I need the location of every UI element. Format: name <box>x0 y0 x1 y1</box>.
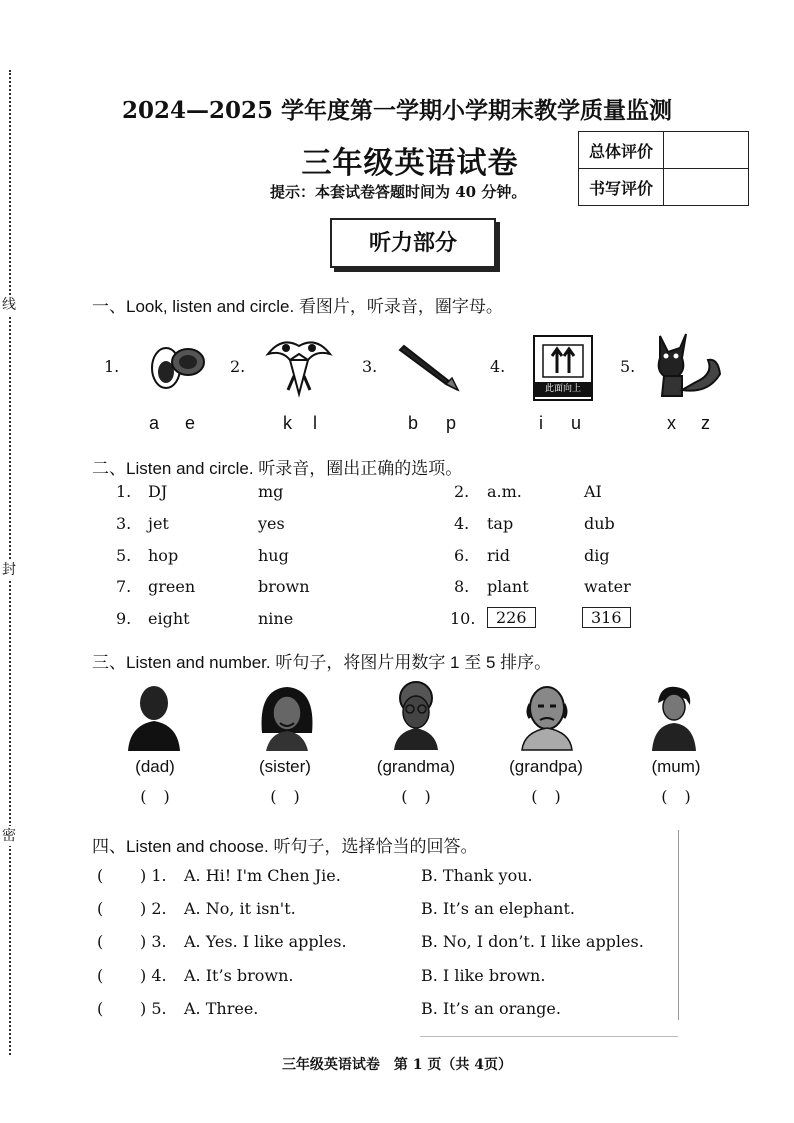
q2-option[interactable]: hop <box>148 546 179 565</box>
q2-option[interactable]: green <box>148 577 196 596</box>
q2-option[interactable]: jet <box>148 514 169 533</box>
q1-option-k[interactable]: k <box>283 413 292 433</box>
q1-num-2: 2. <box>230 357 246 376</box>
q2-num: 1. <box>116 482 132 501</box>
q1-option-x[interactable]: x <box>667 413 676 433</box>
q2-option[interactable]: hug <box>258 546 289 565</box>
exam-subtitle: 三年级英语试卷 <box>301 146 519 181</box>
q1-num-1: 1. <box>104 357 120 376</box>
up-arrows-sign-icon <box>533 335 593 401</box>
q2-option-boxed[interactable]: 226 <box>487 607 536 628</box>
page-footer: 三年级英语试卷 第 1 页（共 4页） <box>281 1057 513 1073</box>
answer-blank-open[interactable]: ( <box>97 999 104 1018</box>
q2-option[interactable]: tap <box>487 514 514 533</box>
person-label-grandma: (grandma) <box>376 757 456 776</box>
q1-num-5: 5. <box>620 357 636 376</box>
q2-option[interactable]: mg <box>258 482 284 501</box>
q2-option[interactable]: dig <box>584 546 610 565</box>
q2-option[interactable]: dub <box>584 514 615 533</box>
order-blank[interactable]: ( ) <box>401 787 431 806</box>
mum-portrait-icon <box>646 683 702 755</box>
q4-option-a[interactable]: A. No, it isn't. <box>184 899 296 918</box>
section-banner: 听力部分 <box>330 218 496 268</box>
exam-title: 2024—2025 学年度第一学期小学期末教学质量监测 <box>121 97 673 124</box>
q1-option-z[interactable]: z <box>701 413 710 433</box>
q1-options-3 <box>408 413 468 434</box>
q2-num: 2. <box>454 482 470 501</box>
q4-option-a[interactable]: A. It’s brown. <box>184 966 294 985</box>
time-hint: 提示：本套试卷答题时间为 40 分钟。 <box>270 183 527 201</box>
q4-option-a[interactable]: A. Yes. I like apples. <box>184 932 347 951</box>
writing-eval-label: 书写评价 <box>579 169 664 206</box>
fox-icon <box>652 330 724 404</box>
answer-blank-open[interactable]: ( <box>97 899 104 918</box>
q2-num: 9. <box>116 609 132 628</box>
sister-portrait-icon <box>256 683 318 755</box>
q2-num: 7. <box>116 577 132 596</box>
answer-blank-open[interactable]: ( <box>97 866 104 885</box>
order-blank[interactable]: ( ) <box>661 787 691 806</box>
person-label-grandpa: (grandpa) <box>509 757 583 776</box>
q4-option-b[interactable]: B. It’s an orange. <box>421 999 561 1018</box>
q1-num-4: 4. <box>490 357 506 376</box>
q2-num: 6. <box>454 546 470 565</box>
q1-option-u[interactable]: u <box>571 413 582 433</box>
q2-option[interactable]: rid <box>487 546 511 565</box>
q4-option-b[interactable]: B. I like brown. <box>421 966 546 985</box>
q3-heading: 三、Listen and number. 听句子，将图片用数字 1 至 5 排序。 <box>92 653 552 672</box>
q2-num: 8. <box>454 577 470 596</box>
q4-option-a[interactable]: A. Three. <box>184 999 259 1018</box>
overall-eval-label: 总体评价 <box>579 132 664 169</box>
q2-option[interactable]: a.m. <box>487 482 522 501</box>
q1-options-2 <box>283 413 343 434</box>
answer-blank-open[interactable]: ( <box>97 932 104 951</box>
q2-num: 5. <box>116 546 132 565</box>
q4-option-b[interactable]: B. It’s an elephant. <box>421 899 575 918</box>
q1-heading: 一、Look, listen and circle. 看图片，听录音，圈字母。 <box>92 297 503 316</box>
binding-char-feng: 封 <box>2 562 16 578</box>
q4-option-b[interactable]: B. Thank you. <box>421 866 533 885</box>
kite-icon <box>262 332 336 406</box>
q4-num: ) 4. <box>140 966 167 985</box>
section-border <box>420 1036 678 1037</box>
q2-option[interactable]: DJ <box>148 482 168 501</box>
q2-option[interactable]: yes <box>258 514 285 533</box>
q1-options-4 <box>539 413 599 434</box>
q4-option-a[interactable]: A. Hi! I'm Chen Jie. <box>184 866 341 885</box>
q2-num: 10. <box>450 609 476 628</box>
evaluation-table <box>578 131 749 206</box>
q2-option[interactable]: plant <box>487 577 529 596</box>
binding-char-mi: 密 <box>2 828 16 844</box>
q2-num: 4. <box>454 514 470 533</box>
q1-option-e[interactable]: e <box>185 413 196 433</box>
sign-text: 此面向上 <box>535 382 591 397</box>
q1-options-1 <box>149 413 209 434</box>
q2-option[interactable]: nine <box>258 609 294 628</box>
grandma-portrait-icon <box>386 680 446 754</box>
q1-option-b[interactable]: b <box>408 413 419 433</box>
q4-num: ) 5. <box>140 999 167 1018</box>
person-label-sister: (sister) <box>259 757 311 776</box>
q1-option-l[interactable]: l <box>313 413 317 433</box>
q2-option[interactable]: eight <box>148 609 190 628</box>
q2-heading: 二、Listen and circle. 听录音，圈出正确的选项。 <box>92 459 463 478</box>
person-label-dad: (dad) <box>135 757 175 776</box>
q1-options-5 <box>667 413 727 434</box>
q1-option-p[interactable]: p <box>446 413 457 433</box>
pen-icon <box>398 338 468 398</box>
egg-icon <box>144 338 208 402</box>
overall-eval-field[interactable] <box>664 132 749 169</box>
q4-option-b[interactable]: B. No, I don’t. I like apples. <box>421 932 644 951</box>
q2-option[interactable]: water <box>584 577 631 596</box>
grandpa-portrait-icon <box>516 682 578 754</box>
q1-option-a[interactable]: a <box>149 413 160 433</box>
q2-num: 3. <box>116 514 132 533</box>
order-blank[interactable]: ( ) <box>140 787 170 806</box>
person-label-mum: (mum) <box>651 757 701 776</box>
q4-num: ) 1. <box>140 866 167 885</box>
dad-portrait-icon <box>124 683 184 755</box>
q2-option-boxed[interactable]: 316 <box>582 607 631 628</box>
order-blank[interactable]: ( ) <box>270 787 300 806</box>
q2-option[interactable]: brown <box>258 577 310 596</box>
q4-heading: 四、Listen and choose. 听句子，选择恰当的回答。 <box>92 837 478 856</box>
section-border <box>678 830 679 1020</box>
order-blank[interactable]: ( ) <box>531 787 561 806</box>
answer-blank-open[interactable]: ( <box>97 966 104 985</box>
q2-option[interactable]: AI <box>584 482 602 501</box>
q1-num-3: 3. <box>362 357 378 376</box>
q4-num: ) 3. <box>140 932 167 951</box>
binding-char-xian: 线 <box>2 297 16 313</box>
q1-option-i[interactable]: i <box>539 413 543 433</box>
q4-num: ) 2. <box>140 899 167 918</box>
writing-eval-field[interactable] <box>664 169 749 206</box>
